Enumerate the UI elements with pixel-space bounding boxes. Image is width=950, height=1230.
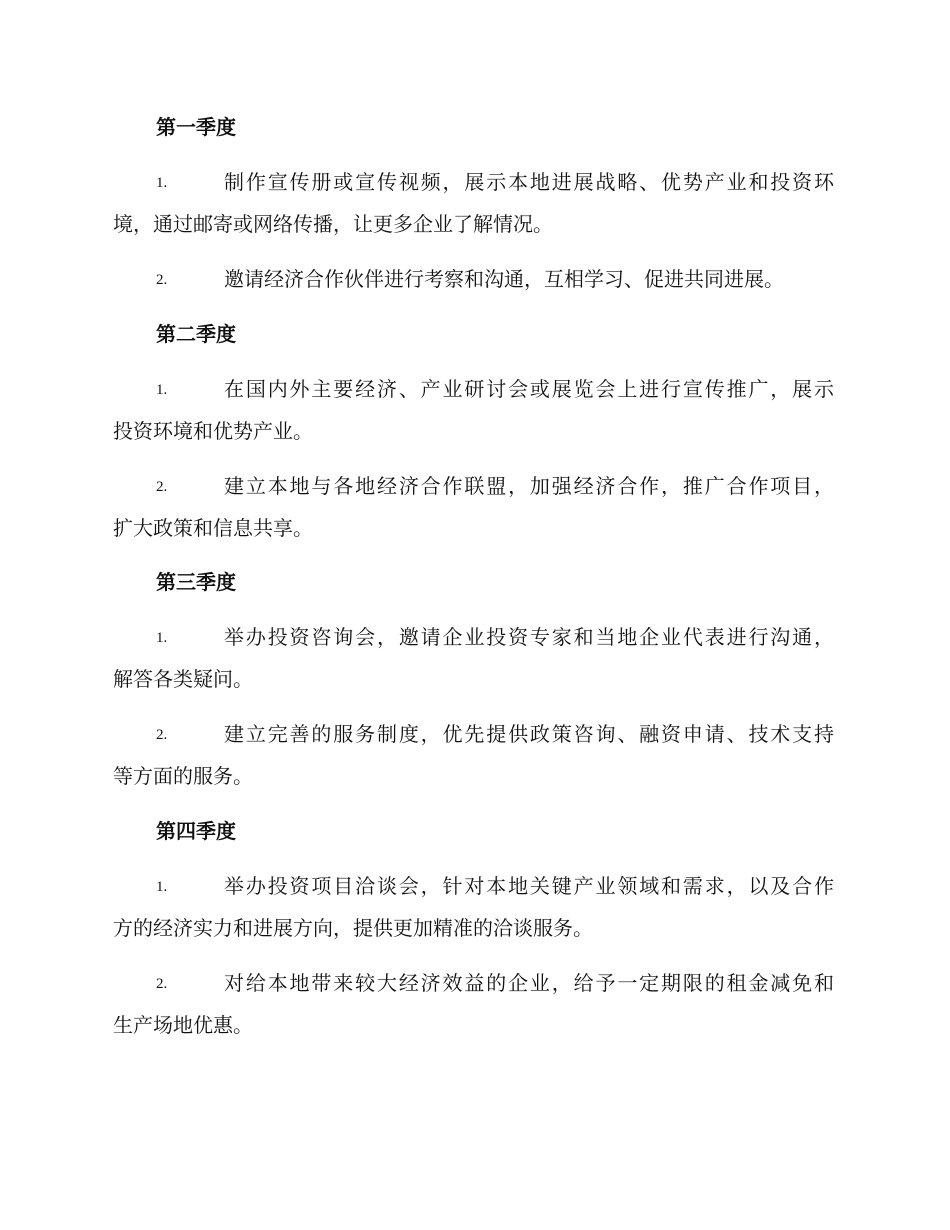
item-text-line2: 方的经济实力和进展方向，提供更加精准的洽谈服务。 xyxy=(113,916,593,940)
item-text-line2: 境，通过邮寄或网络传播，让更多企业了解情况。 xyxy=(113,212,553,236)
item-text-line2: 扩大政策和信息共享。 xyxy=(113,516,313,540)
section-heading-q4: 第四季度 xyxy=(156,819,236,843)
item-text-line1: 举办投资项目洽谈会，针对本地关键产业领域和需求，以及合作 xyxy=(224,874,834,898)
item-number: 2. xyxy=(156,272,168,288)
item-number: 1. xyxy=(156,382,168,398)
section-heading-q3: 第三季度 xyxy=(156,570,236,594)
item-number: 2. xyxy=(156,976,168,992)
item-text-line2: 等方面的服务。 xyxy=(113,764,253,788)
item-number: 1. xyxy=(156,630,168,646)
item-text-line2: 投资环境和优势产业。 xyxy=(113,419,313,443)
section-heading-q2: 第二季度 xyxy=(156,322,236,346)
section-heading-q1: 第一季度 xyxy=(156,115,236,139)
item-number: 1. xyxy=(156,175,168,191)
item-text-line2: 解答各类疑问。 xyxy=(113,667,253,691)
item-number: 2. xyxy=(156,727,168,743)
item-text-line1: 举办投资咨询会，邀请企业投资专家和当地企业代表进行沟通， xyxy=(224,625,834,649)
item-number: 2. xyxy=(156,479,168,495)
item-text-line1: 对给本地带来较大经济效益的企业，给予一定期限的租金减免和 xyxy=(224,971,834,995)
item-text-line1: 建立本地与各地经济合作联盟，加强经济合作，推广合作项目， xyxy=(224,474,834,498)
item-text-line1: 制作宣传册或宣传视频，展示本地进展战略、优势产业和投资环 xyxy=(224,170,834,194)
item-number: 1. xyxy=(156,879,168,895)
item-text-line1: 建立完善的服务制度，优先提供政策咨询、融资申请、技术支持 xyxy=(224,722,834,746)
item-text-line2: 生产场地优惠。 xyxy=(113,1013,253,1037)
item-text-line1: 在国内外主要经济、产业研讨会或展览会上进行宣传推广，展示 xyxy=(224,377,834,401)
item-text-line1: 邀请经济合作伙伴进行考察和沟通，互相学习、促进共同进展。 xyxy=(224,267,784,291)
